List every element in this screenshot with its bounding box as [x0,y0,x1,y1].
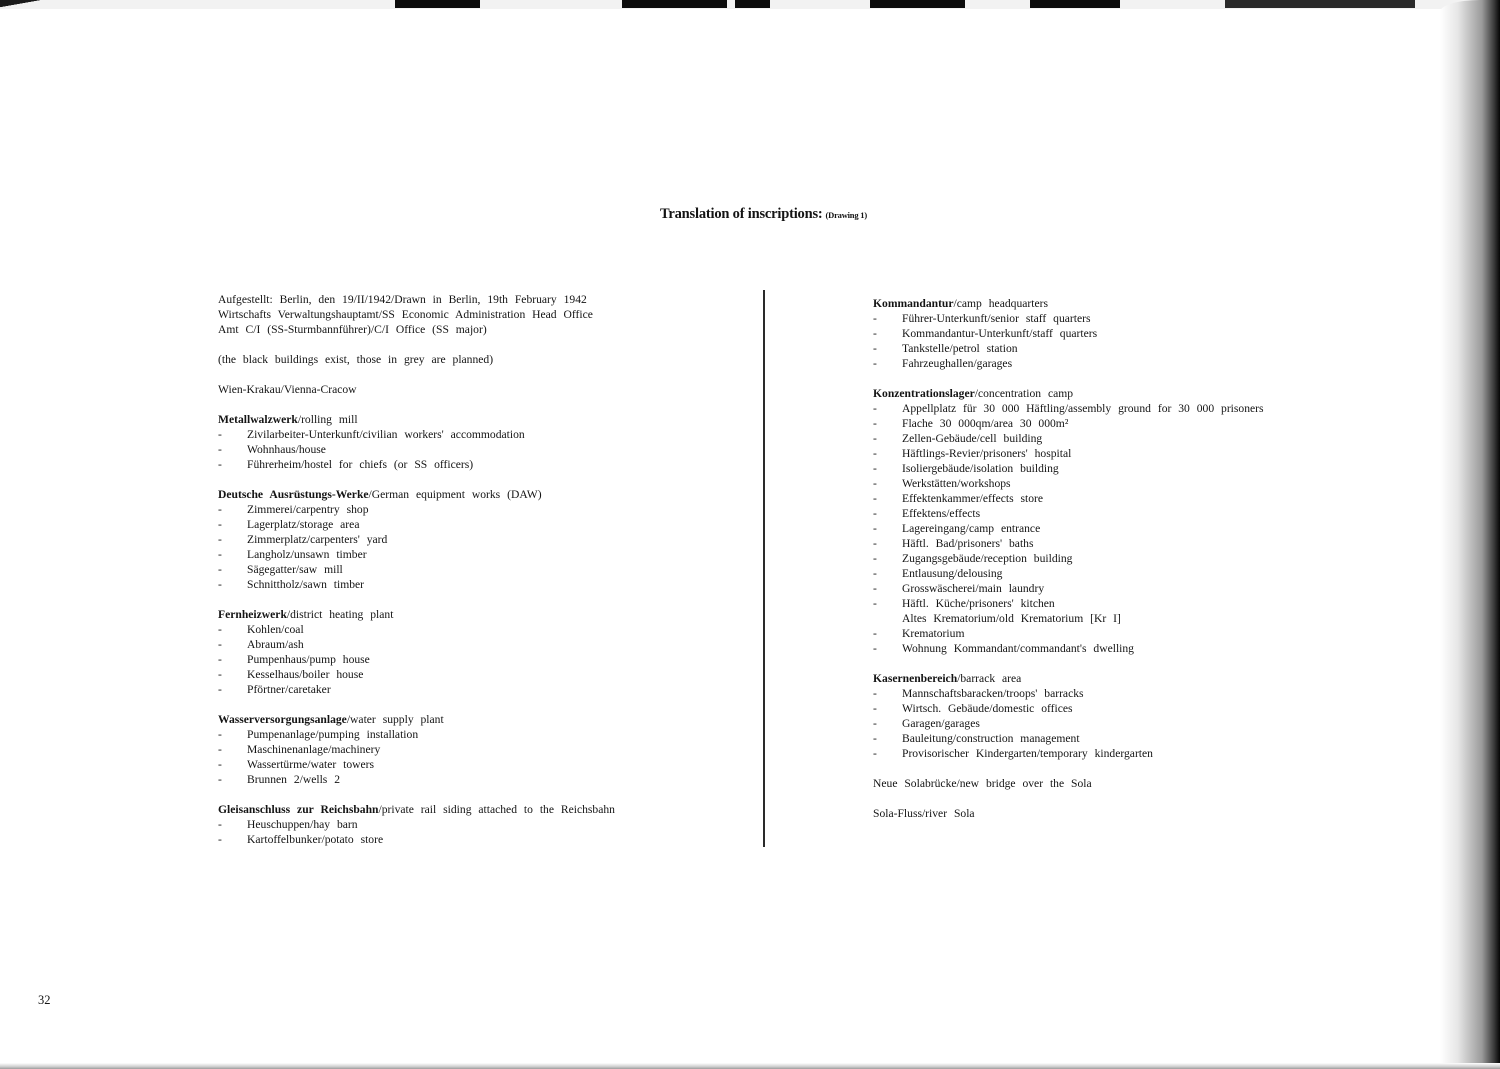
list-item: - Pumpenanlage/pumping installation [218,728,419,741]
scan-artifact [0,0,70,8]
scan-artifact [735,0,770,8]
section-heading: Kommandantur/camp headquarters [873,297,1048,310]
list-item: - Fahrzeughallen/garages [873,357,1013,370]
list-item: - Pförtner/caretaker [218,683,331,696]
scan-artifact [870,0,965,8]
title-sub: (Drawing 1) [825,210,867,220]
list-item: - Tankstelle/petrol station [873,342,1018,355]
page-number: 32 [38,993,51,1007]
list-item: - Wirtsch. Gebäude/domestic offices [873,702,1073,715]
section-heading: Kasernenbereich/barrack area [873,672,1022,685]
list-item: - Zimmerplatz/carpenters' yard [218,533,388,546]
scan-artifact [1030,0,1120,8]
list-item: - Heuschuppen/hay barn [218,818,358,831]
list-item: Altes Krematorium/old Krematorium [Kr I] [902,612,1121,625]
footer-line: Sola-Fluss/river Sola [873,807,975,820]
list-item: - Zellen-Gebäude/cell building [873,432,1043,445]
list-item: - Kommandantur-Unterkunft/staff quarters [873,327,1098,340]
title-main: Translation of inscriptions: [660,206,823,222]
list-item: - Zivilarbeiter-Unterkunft/civilian workers' accommodation [218,428,525,441]
scan-artifact [1225,0,1415,8]
list-item: - Maschinenanlage/machinery [218,743,381,756]
list-item: - Lagereingang/camp entrance [873,522,1041,535]
section-heading: Deutsche Ausrüstungs-Werke/German equipment works (DAW) [218,488,542,501]
list-item: - Wohnung Kommandant/commandant's dwelling [873,642,1134,655]
section-heading: Wasserversorgungsanlage/water supply plant [218,713,444,726]
list-item: - Führer-Unterkunft/senior staff quarters [873,312,1091,325]
list-item: - Flache 30 000qm/area 30 000m² [873,417,1069,430]
list-item: - Isoliergebäude/isolation building [873,462,1059,475]
list-item: - Entlausung/delousing [873,567,1003,580]
header-line: Amt C/I (SS-Sturmbannführer)/C/I Office (SS major) [218,323,487,336]
legend-note: (the black buildings exist, those in grey are planned) [218,353,494,366]
list-item: - Häftlings-Revier/prisoners' hospital [873,447,1072,460]
list-item: - Wassertürme/water towers [218,758,375,771]
list-item: - Krematorium [873,627,965,640]
list-item: - Bauleitung/construction management [873,732,1080,745]
list-item: - Effektens/effects [873,507,981,520]
list-item: - Wohnhaus/house [218,443,326,456]
list-item: - Häftl. Küche/prisoners' kitchen [873,597,1055,610]
header-line: Wirtschafts Verwaltungshauptamt/SS Economic Administration Head Office [218,308,593,321]
list-item: - Lagerplatz/storage area [218,518,360,531]
list-item: - Schnittholz/sawn timber [218,578,365,591]
list-item: - Pumpenhaus/pump house [218,653,370,666]
list-item: - Grosswäscherei/main laundry [873,582,1045,595]
left-column [218,292,738,847]
scan-artifact [622,0,727,8]
route-label: Wien-Krakau/Vienna-Cracow [218,383,357,396]
list-item: - Zimmerei/carpentry shop [218,503,369,516]
section-heading: Fernheizwerk/district heating plant [218,608,394,621]
page-curl-shadow [1440,0,1500,1069]
column-divider [763,290,765,847]
list-item: - Sägegatter/saw mill [218,563,343,576]
list-item: - Werkstätten/workshops [873,477,1011,490]
list-item: - Kartoffelbunker/potato store [218,833,384,846]
page-title [0,206,1500,223]
header-line: Aufgestellt: Berlin, den 19/II/1942/Drawn in Berlin, 19th February 1942 [218,293,587,306]
section-heading: Gleisanschluss zur Reichsbahn/private rail siding attached to the Reichsbahn [218,803,615,816]
list-item: - Kesselhaus/boiler house [218,668,364,681]
list-item: - Zugangsgebäude/reception building [873,552,1073,565]
list-item: - Häftl. Bad/prisoners' baths [873,537,1034,550]
list-item: - Abraum/ash [218,638,304,651]
list-item: - Kohlen/coal [218,623,304,636]
right-column [873,296,1343,821]
list-item: - Garagen/garages [873,717,980,730]
list-item: - Provisorischer Kindergarten/temporary kindergarten [873,747,1153,760]
footer-line: Neue Solabrücke/new bridge over the Sola [873,777,1092,790]
list-item: - Effektenkammer/effects store [873,492,1044,505]
scan-artifact [395,0,480,8]
list-item: - Langholz/unsawn timber [218,548,367,561]
list-item: - Brunnen 2/wells 2 [218,773,341,786]
list-item: - Mannschaftsbaracken/troops' barracks [873,687,1084,700]
list-item: - Führerheim/hostel for chiefs (or SS officers) [218,458,474,471]
section-heading: Konzentrationslager/concentration camp [873,387,1074,400]
list-item: - Appellplatz für 30 000 Häftling/assembly ground for 30 000 prisoners [873,402,1264,415]
section-heading: Metallwalzwerk/rolling mill [218,413,358,426]
scan-bottom-edge [0,1063,1500,1069]
